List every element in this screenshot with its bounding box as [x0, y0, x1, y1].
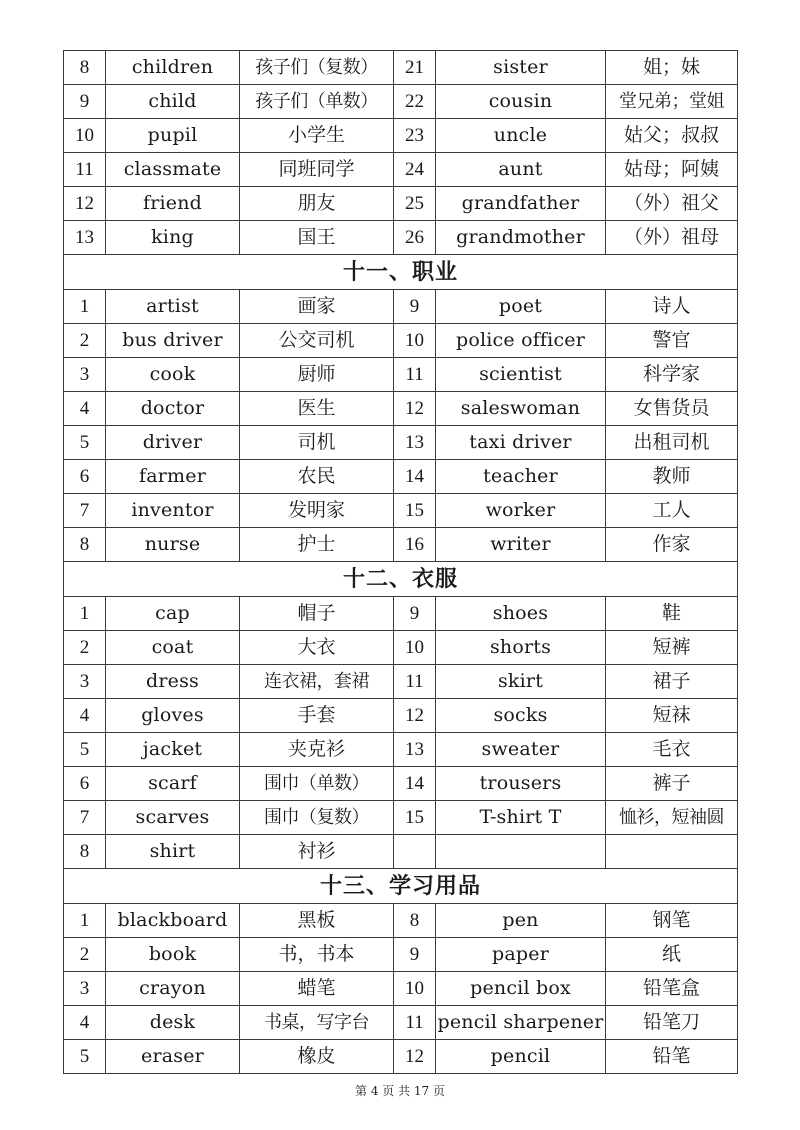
chinese-meaning: 孩子们（单数） [240, 85, 394, 119]
entry-number: 10 [394, 972, 436, 1006]
english-word: grandfather [436, 187, 606, 221]
chinese-meaning: 画家 [240, 290, 394, 324]
table-row [64, 324, 738, 358]
chinese-meaning: 衬衫 [240, 835, 394, 869]
table-row [64, 426, 738, 460]
table-row [64, 290, 738, 324]
english-word: crayon [106, 972, 240, 1006]
english-word: paper [436, 938, 606, 972]
entry-number: 4 [64, 1006, 106, 1040]
english-word: pencil [436, 1040, 606, 1074]
english-word: scientist [436, 358, 606, 392]
chinese-meaning: 孩子们（复数） [240, 51, 394, 85]
chinese-meaning: 作家 [606, 528, 738, 562]
entry-number: 2 [64, 631, 106, 665]
table-row [64, 597, 738, 631]
english-word: uncle [436, 119, 606, 153]
entry-number: 2 [64, 324, 106, 358]
english-word: sister [436, 51, 606, 85]
entry-number: 12 [394, 699, 436, 733]
chinese-meaning: 围巾（单数） [240, 767, 394, 801]
english-word: coat [106, 631, 240, 665]
chinese-meaning: 铅笔 [606, 1040, 738, 1074]
english-word: pupil [106, 119, 240, 153]
english-word: cap [106, 597, 240, 631]
english-word: scarves [106, 801, 240, 835]
table-row [64, 938, 738, 972]
chinese-meaning: 蜡笔 [240, 972, 394, 1006]
section-title: 十一、职业 [64, 255, 738, 290]
table-row [64, 187, 738, 221]
entry-number: 21 [394, 51, 436, 85]
chinese-meaning: 堂兄弟；堂姐 [606, 85, 738, 119]
english-word: inventor [106, 494, 240, 528]
chinese-meaning: 姑母；阿姨 [606, 153, 738, 187]
section-title: 十二、衣服 [64, 562, 738, 597]
chinese-meaning: 教师 [606, 460, 738, 494]
english-word: pencil sharpener [436, 1006, 606, 1040]
entry-number: 13 [64, 221, 106, 255]
entry-number: 8 [64, 835, 106, 869]
table-row [64, 972, 738, 1006]
table-row [64, 85, 738, 119]
entry-number [394, 835, 436, 869]
entry-number: 9 [64, 85, 106, 119]
chinese-meaning: 同班同学 [240, 153, 394, 187]
table-row [64, 528, 738, 562]
section-header-row [64, 562, 738, 597]
entry-number: 13 [394, 426, 436, 460]
entry-number: 9 [394, 290, 436, 324]
table-row [64, 119, 738, 153]
entry-number: 7 [64, 494, 106, 528]
entry-number: 15 [394, 801, 436, 835]
chinese-meaning: 厨师 [240, 358, 394, 392]
entry-number: 12 [64, 187, 106, 221]
english-word: nurse [106, 528, 240, 562]
entry-number: 1 [64, 290, 106, 324]
english-word: T-shirt T [436, 801, 606, 835]
entry-number: 5 [64, 1040, 106, 1074]
entry-number: 8 [64, 51, 106, 85]
english-word: cook [106, 358, 240, 392]
table-row [64, 665, 738, 699]
chinese-meaning: 手套 [240, 699, 394, 733]
table-row [64, 392, 738, 426]
english-word: skirt [436, 665, 606, 699]
english-word: dress [106, 665, 240, 699]
chinese-meaning: 橡皮 [240, 1040, 394, 1074]
english-word: bus driver [106, 324, 240, 358]
entry-number: 12 [394, 392, 436, 426]
table-row [64, 904, 738, 938]
section-header-row [64, 869, 738, 904]
english-word: child [106, 85, 240, 119]
english-word [436, 835, 606, 869]
english-word: friend [106, 187, 240, 221]
english-word: trousers [436, 767, 606, 801]
english-word: taxi driver [436, 426, 606, 460]
chinese-meaning: 公交司机 [240, 324, 394, 358]
english-word: police officer [436, 324, 606, 358]
entry-number: 4 [64, 699, 106, 733]
chinese-meaning: 纸 [606, 938, 738, 972]
chinese-meaning: 鞋 [606, 597, 738, 631]
chinese-meaning: 夹克衫 [240, 733, 394, 767]
chinese-meaning: 诗人 [606, 290, 738, 324]
entry-number: 14 [394, 767, 436, 801]
table-row [64, 51, 738, 85]
chinese-meaning [606, 835, 738, 869]
chinese-meaning: 书桌，写字台 [240, 1006, 394, 1040]
chinese-meaning: 姐；妹 [606, 51, 738, 85]
english-word: shirt [106, 835, 240, 869]
table-row [64, 153, 738, 187]
entry-number: 11 [394, 1006, 436, 1040]
english-word: gloves [106, 699, 240, 733]
english-word: poet [436, 290, 606, 324]
entry-number: 5 [64, 426, 106, 460]
chinese-meaning: 出租司机 [606, 426, 738, 460]
english-word: book [106, 938, 240, 972]
english-word: shorts [436, 631, 606, 665]
english-word: classmate [106, 153, 240, 187]
english-word: teacher [436, 460, 606, 494]
chinese-meaning: 姑父；叔叔 [606, 119, 738, 153]
english-word: blackboard [106, 904, 240, 938]
chinese-meaning: 朋友 [240, 187, 394, 221]
chinese-meaning: 裤子 [606, 767, 738, 801]
chinese-meaning: （外）祖母 [606, 221, 738, 255]
entry-number: 3 [64, 358, 106, 392]
entry-number: 23 [394, 119, 436, 153]
entry-number: 9 [394, 938, 436, 972]
chinese-meaning: 毛衣 [606, 733, 738, 767]
entry-number: 8 [394, 904, 436, 938]
entry-number: 10 [394, 631, 436, 665]
table-row [64, 358, 738, 392]
entry-number: 7 [64, 801, 106, 835]
chinese-meaning: 护士 [240, 528, 394, 562]
english-word: grandmother [436, 221, 606, 255]
entry-number: 3 [64, 972, 106, 1006]
english-word: doctor [106, 392, 240, 426]
entry-number: 4 [64, 392, 106, 426]
table-row [64, 494, 738, 528]
entry-number: 11 [394, 665, 436, 699]
chinese-meaning: 发明家 [240, 494, 394, 528]
chinese-meaning: 短裤 [606, 631, 738, 665]
english-word: king [106, 221, 240, 255]
entry-number: 1 [64, 597, 106, 631]
english-word: pen [436, 904, 606, 938]
english-word: socks [436, 699, 606, 733]
english-word: saleswoman [436, 392, 606, 426]
english-word: aunt [436, 153, 606, 187]
chinese-meaning: 大衣 [240, 631, 394, 665]
entry-number: 9 [394, 597, 436, 631]
english-word: farmer [106, 460, 240, 494]
chinese-meaning: 围巾（复数） [240, 801, 394, 835]
english-word: writer [436, 528, 606, 562]
chinese-meaning: 国王 [240, 221, 394, 255]
entry-number: 11 [394, 358, 436, 392]
section-title: 十三、学习用品 [64, 869, 738, 904]
entry-number: 15 [394, 494, 436, 528]
vocabulary-table [63, 50, 738, 1074]
english-word: worker [436, 494, 606, 528]
entry-number: 2 [64, 938, 106, 972]
table-row [64, 1006, 738, 1040]
chinese-meaning: 书，书本 [240, 938, 394, 972]
entry-number: 6 [64, 767, 106, 801]
chinese-meaning: 小学生 [240, 119, 394, 153]
chinese-meaning: 工人 [606, 494, 738, 528]
chinese-meaning: 女售货员 [606, 392, 738, 426]
table-row [64, 1040, 738, 1074]
entry-number: 6 [64, 460, 106, 494]
chinese-meaning: 钢笔 [606, 904, 738, 938]
english-word: children [106, 51, 240, 85]
table-row [64, 801, 738, 835]
english-word: artist [106, 290, 240, 324]
chinese-meaning: 短袜 [606, 699, 738, 733]
entry-number: 10 [394, 324, 436, 358]
entry-number: 24 [394, 153, 436, 187]
vocabulary-sheet [63, 50, 737, 1074]
english-word: jacket [106, 733, 240, 767]
entry-number: 5 [64, 733, 106, 767]
table-row [64, 767, 738, 801]
chinese-meaning: 恤衫，短袖圆 [606, 801, 738, 835]
chinese-meaning: （外）祖父 [606, 187, 738, 221]
chinese-meaning: 医生 [240, 392, 394, 426]
table-row [64, 699, 738, 733]
entry-number: 26 [394, 221, 436, 255]
entry-number: 1 [64, 904, 106, 938]
chinese-meaning: 连衣裙，套裙 [240, 665, 394, 699]
chinese-meaning: 警官 [606, 324, 738, 358]
chinese-meaning: 铅笔刀 [606, 1006, 738, 1040]
chinese-meaning: 裙子 [606, 665, 738, 699]
english-word: shoes [436, 597, 606, 631]
chinese-meaning: 帽子 [240, 597, 394, 631]
english-word: desk [106, 1006, 240, 1040]
entry-number: 25 [394, 187, 436, 221]
entry-number: 22 [394, 85, 436, 119]
english-word: pencil box [436, 972, 606, 1006]
entry-number: 10 [64, 119, 106, 153]
table-row [64, 835, 738, 869]
entry-number: 12 [394, 1040, 436, 1074]
entry-number: 3 [64, 665, 106, 699]
section-header-row [64, 255, 738, 290]
chinese-meaning: 科学家 [606, 358, 738, 392]
entry-number: 11 [64, 153, 106, 187]
english-word: cousin [436, 85, 606, 119]
table-row [64, 733, 738, 767]
chinese-meaning: 黑板 [240, 904, 394, 938]
entry-number: 16 [394, 528, 436, 562]
english-word: driver [106, 426, 240, 460]
page-footer: 第 4 页 共 17 页 [355, 1084, 445, 1098]
table-row [64, 631, 738, 665]
chinese-meaning: 农民 [240, 460, 394, 494]
table-row [64, 460, 738, 494]
chinese-meaning: 铅笔盒 [606, 972, 738, 1006]
english-word: eraser [106, 1040, 240, 1074]
vocabulary-table-body [64, 51, 738, 1074]
english-word: sweater [436, 733, 606, 767]
table-row [64, 221, 738, 255]
entry-number: 13 [394, 733, 436, 767]
entry-number: 8 [64, 528, 106, 562]
chinese-meaning: 司机 [240, 426, 394, 460]
english-word: scarf [106, 767, 240, 801]
entry-number: 14 [394, 460, 436, 494]
